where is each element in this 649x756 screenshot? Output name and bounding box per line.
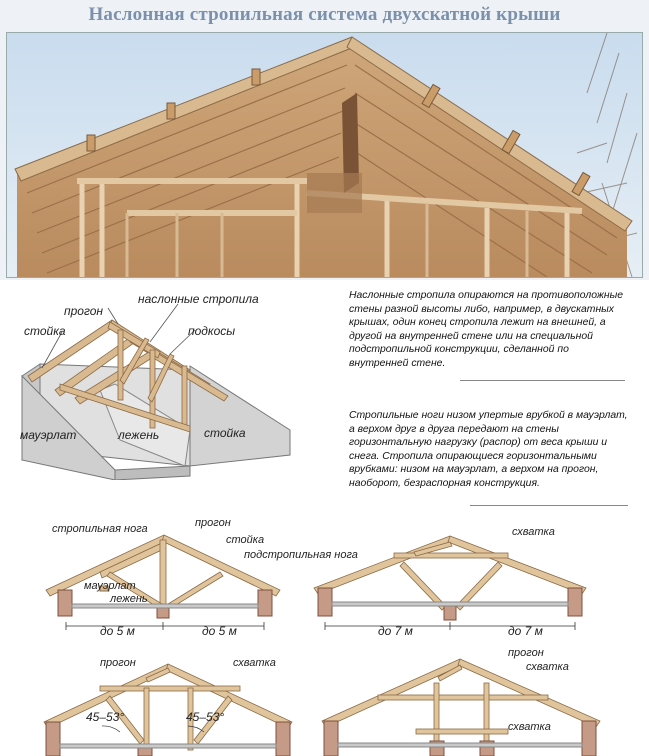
label-mauerlat-d1: мауэрлат — [84, 580, 136, 592]
separator-line — [460, 380, 625, 381]
label-mauerlat: мауэрлат — [20, 428, 77, 442]
label-stoyka-d1: стойка — [226, 534, 265, 546]
roof-photo — [6, 32, 643, 278]
label-skhvatka-d4-top: схватка — [526, 661, 569, 673]
label-podkosy: подкосы — [188, 324, 236, 338]
label-podstropilnaya-noga: подстропильная нога — [244, 549, 358, 561]
label-skhvatka-d4-bottom: схватка — [508, 721, 551, 733]
truss-diagram-3 — [40, 660, 300, 756]
label-lezhen: лежень — [118, 428, 160, 442]
label-progon-d4: прогон — [508, 647, 544, 659]
label-nasl-stropila: наслонные стропила — [138, 292, 259, 306]
label-stropilnaya-noga: стропильная нога — [52, 523, 148, 535]
rafter-scheme — [0, 280, 340, 480]
label-skhvatka-d3: схватка — [233, 657, 276, 669]
span-label-d2-right: до 7 м — [508, 624, 543, 638]
truss-diagram-2 — [310, 530, 590, 640]
info-panel — [0, 280, 649, 756]
label-progon-d1: прогон — [195, 517, 231, 529]
span-label-d1-right: до 5 м — [202, 624, 237, 638]
label-stoyka-bottom: стойка — [204, 426, 246, 440]
label-progon-d3: прогон — [100, 657, 136, 669]
angle-label-right: 45–53° — [186, 710, 225, 724]
label-stoyka-top: стойка — [24, 324, 66, 338]
label-lezhen-d1: лежень — [110, 593, 148, 605]
span-label-d1-left: до 5 м — [100, 624, 135, 638]
paragraph-1: Наслонные стропила опираются на противоположные стены разной высоты либо, например, в двускатных крышах, один конец стропила лежит на внешней, а другой на внутренней стене или на специальной подстропильной конструкции, сделанной по внутренней стене. — [349, 290, 624, 369]
angle-label-left: 45–53° — [86, 710, 125, 724]
page-title: Наслонная стропильная система двухскатной крыши — [88, 4, 561, 25]
label-skhvatka-d2: схватка — [512, 526, 555, 538]
span-label-d2-left: до 7 м — [378, 624, 413, 638]
paragraph-2: Стропильные ноги низом упертые врубкой в мауэрлат, а верхом друг в друга передают на стены горизонтальную нагрузку (распор) от веса крыши и снега. Стропила опирающиеся горизонтальными врубками: низом на мауэрлат, а верхом на прогон, наоборот, безраспорная конструкция. — [349, 410, 628, 489]
label-progon: прогон — [64, 304, 104, 318]
separator-line — [470, 505, 628, 506]
truss-diagram-1 — [40, 530, 290, 640]
